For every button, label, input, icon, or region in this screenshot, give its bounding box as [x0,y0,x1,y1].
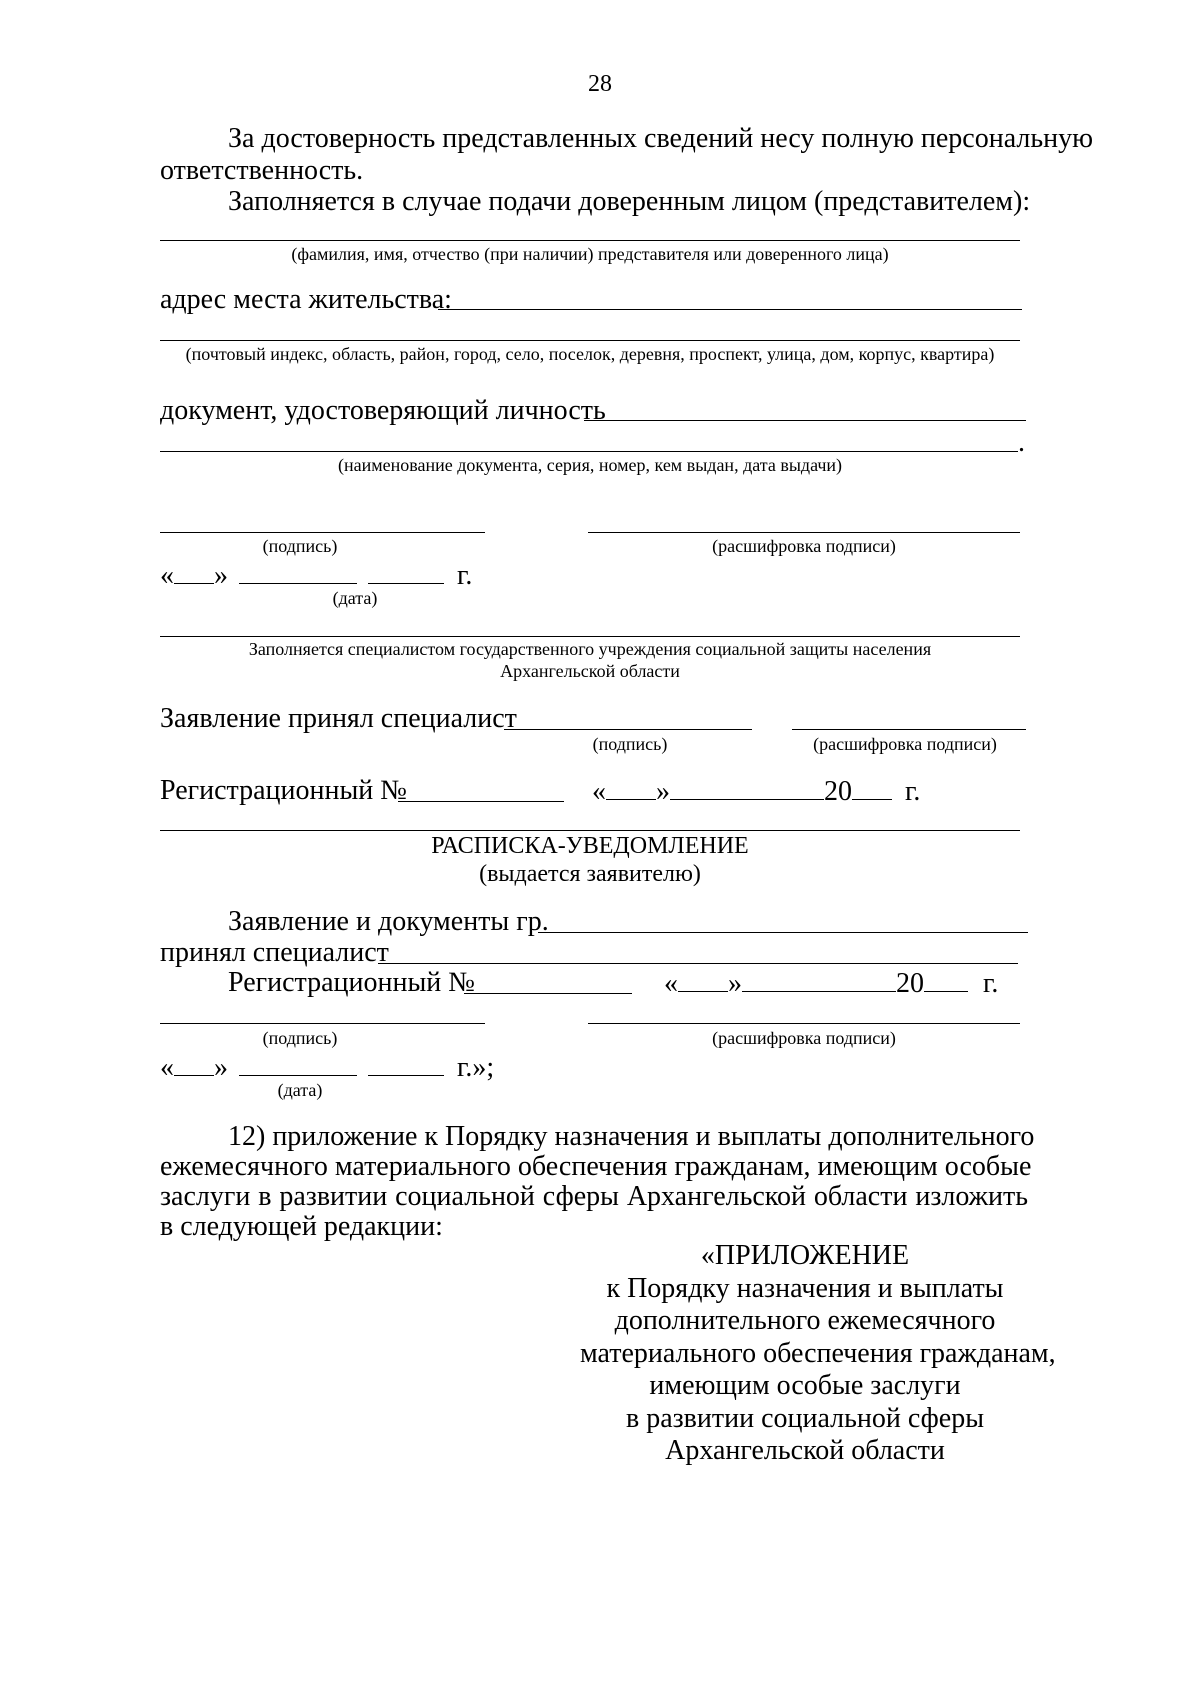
receipt-decoding-field[interactable] [588,1023,1020,1024]
receipt-docs-field[interactable] [538,932,1028,933]
representative-decoding-field[interactable] [588,532,1020,533]
receipt-date-close: » [214,1052,228,1083]
receipt-day-field[interactable] [174,1051,214,1076]
responsibility-line-1: За достоверность представленных сведений несу полную персональную [228,123,1094,154]
document-field-2[interactable] [160,451,1018,452]
specialist-decoding-field[interactable] [792,729,1026,730]
receipt-signature-field[interactable] [160,1023,485,1024]
address-caption: (почтовый индекс, область, район, город, село, поселок, деревня, проспект, улица, дом, корпус, квартира) [185,344,995,364]
address-field-1[interactable] [438,309,1022,310]
document-label: документ, удостоверяющий личность [160,395,606,426]
receipt-docs-label: Заявление и документы гр. [228,906,549,937]
specialist-reg-date [592,775,920,808]
receipt-date-year-field[interactable] [924,967,968,992]
receipt-date-quote-close: » [728,968,742,999]
receipt-month-field[interactable] [239,1051,357,1076]
receipt-date-caption: (дата) [277,1080,323,1100]
item12-line-3: заслуги в развитии социальной сферы Архангельской области изложить [160,1181,1028,1212]
item12-line-2: ежемесячного материального обеспечения гражданам, имеющим особые [160,1151,1032,1182]
receipt-date-year-suffix: г. [983,968,999,999]
receipt-decoding-caption: (расшифровка подписи) [712,1028,896,1048]
appendix-line: «ПРИЛОЖЕНИЕ [700,1240,910,1271]
date-month-field[interactable] [239,559,357,584]
representative-name-caption: (фамилия, имя, отчество (при наличии) представителя или доверенного лица) [291,244,889,264]
specialist-reg-number-field[interactable] [398,801,564,802]
reg-date-year-field[interactable] [852,775,892,800]
reg-date-day-field[interactable] [606,775,656,800]
representative-decoding-caption: (расшифровка подписи) [712,536,896,556]
responsibility-line-2: ответственность. [160,155,364,186]
address-label: адрес места жительства: [160,284,452,315]
specialist-reg-label: Регистрационный № [160,775,407,806]
date-quote-close: » [214,560,228,591]
item12-line-1: 12) приложение к Порядку назначения и выплаты дополнительного [228,1121,1035,1152]
receipt-separator [160,830,1020,831]
representative-signature-caption: (подпись) [262,536,338,556]
document-end-dot: . [1018,427,1025,458]
representative-date-caption: (дата) [332,588,378,608]
representative-intro: Заполняется в случае подачи доверенным лицом (представителем): [228,186,1031,217]
receipt-date-open: « [160,1052,174,1083]
specialist-caption-line-1: Заполняется специалистом государственного учреждения социальной защиты населения [248,639,932,659]
appendix-line: имеющим особые заслуги [649,1370,961,1401]
reg-date-quote-open: « [592,776,606,807]
appendix-line: в развитии социальной сферы [625,1402,985,1434]
receipt-date-quote-open: « [664,968,678,999]
appendix-line: Архангельской области [665,1435,945,1466]
reg-date-year-suffix: г. [905,776,921,807]
reg-date-quote-close: » [656,776,670,807]
document-field-1[interactable] [584,420,1026,421]
address-field-2[interactable] [160,340,1020,341]
page-number: 28 [588,71,612,97]
receipt-signature-caption: (подпись) [262,1028,338,1048]
specialist-decoding-caption: (расшифровка подписи) [813,734,997,754]
receipt-reg-date [664,967,998,1000]
reg-date-year-prefix: 20 [824,776,852,807]
receipt-accepted-label: принял специалист [160,937,389,968]
item12-line-4: в следующей редакции: [160,1211,443,1242]
specialist-caption-line-2: Архангельской области [500,661,680,681]
date-day-field[interactable] [174,559,214,584]
specialist-signature-caption: (подпись) [592,734,668,754]
receipt-date-month-field[interactable] [742,967,896,992]
representative-name-field[interactable] [160,240,1020,241]
receipt-subtitle: (выдается заявителю) [479,861,701,887]
appendix-line: материального обеспечения гражданам, [580,1337,1056,1369]
representative-signature-field[interactable] [160,532,485,533]
receipt-date-end: г.»; [457,1052,495,1083]
receipt-title: РАСПИСКА-УВЕДОМЛЕНИЕ [431,833,749,859]
receipt-year-field[interactable] [368,1051,444,1076]
receipt-date-year-prefix: 20 [896,968,924,999]
date-year-field[interactable] [368,559,444,584]
reg-date-month-field[interactable] [670,775,824,800]
appendix-heading [580,1240,1056,1468]
appendix-line: дополнительного ежемесячного [614,1305,996,1336]
document-caption: (наименование документа, серия, номер, кем выдан, дата выдачи) [337,455,843,475]
specialist-accepted-label: Заявление принял специалист [160,703,517,734]
specialist-signature-field[interactable] [504,729,752,730]
receipt-date-day-field[interactable] [678,967,728,992]
receipt-accepted-field[interactable] [378,963,1018,964]
receipt-reg-label: Регистрационный № [228,967,475,998]
date-quote-open: « [160,560,174,591]
specialist-separator [160,636,1020,637]
date-year-suffix: г. [457,560,473,591]
appendix-line: к Порядку назначения и выплаты [606,1272,1004,1304]
receipt-reg-number-field[interactable] [464,993,632,994]
